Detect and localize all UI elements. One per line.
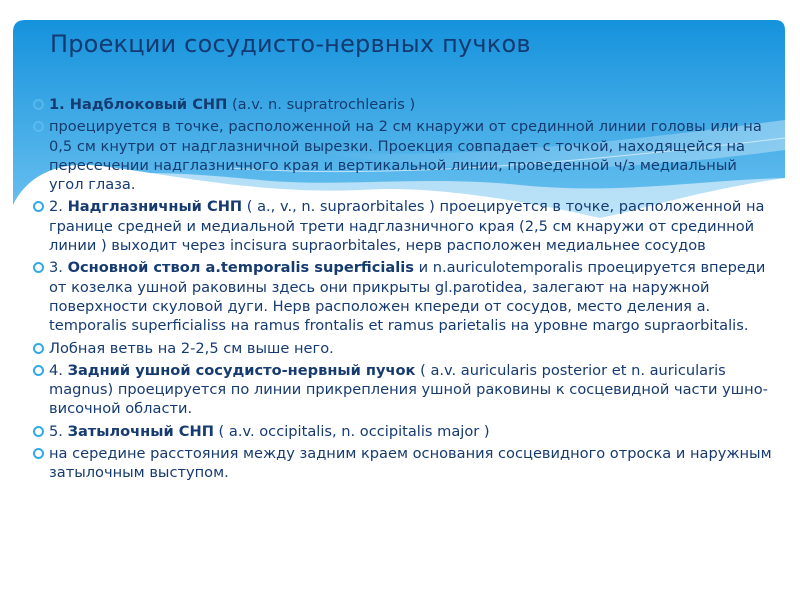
item-heading: Задний ушной сосудисто-нервный пучок (67, 361, 416, 379)
list-item (33, 95, 773, 114)
list-item (33, 258, 773, 335)
circle-bullet-icon (33, 262, 44, 273)
item-text: проецируется в точке, расположенной на 2 см кнаружи от срединной линии головы или на 0,5 см кнутри от надглазничной вырезки. Проекция совпадает с точкой, находящейся на пересечении надглазничного края и вертикальной линии, проведенной ч/з медиальный угол глаза. (49, 118, 762, 194)
list-item (33, 361, 773, 419)
slide-title: Проекции сосудисто-нервных пучков (50, 30, 531, 58)
item-text: ( a.v. occipitalis, n. occipitalis major ) (213, 422, 490, 440)
circle-bullet-icon (33, 201, 44, 212)
item-text: Лобная ветвь на 2-2,5 см выше него. (49, 339, 334, 357)
item-heading: Надглазничный СНП (67, 198, 243, 216)
circle-bullet-icon (33, 426, 44, 437)
item-number: 1. (49, 96, 70, 113)
bullet-list (33, 95, 773, 486)
item-number: 4. (49, 361, 68, 379)
item-text: (a.v. n. supratrochlearis ) (227, 96, 416, 113)
item-text: и n.auriculotemporalis проецируется впереди от козелка ушной раковины здесь они прикрыты gl.parotidea, залегают на наружной поверхности скуловой дуги. Нерв расположен кпереди от сосудов, место деления a. temporalis superficialiss на ramus frontalis et ramus parietalis на уровне margo supraorbitalis. (49, 259, 766, 335)
item-heading: Основной ствол a.temporalis superficialis (67, 259, 414, 277)
item-text: ( a., v., n. supraorbitales ) проецируется в точке, расположенной на границе средней и медиальной трети надглазничного края (2,5 см кнаружи от срединной линии ) выходит через incisura supraorbitales, нерв расположен медиальнее сосудов (49, 198, 765, 255)
item-number: 3. (49, 259, 68, 277)
circle-bullet-icon (33, 121, 44, 132)
circle-bullet-icon (33, 365, 44, 376)
list-item (33, 117, 773, 194)
circle-bullet-icon (33, 448, 44, 459)
list-item (33, 339, 773, 358)
item-number: 5. (49, 422, 68, 440)
item-number: 2. (49, 198, 68, 216)
list-item (33, 422, 773, 441)
circle-bullet-icon (33, 343, 44, 354)
list-item (33, 444, 773, 483)
item-text: ( a.v. auricularis posterior et n. auricularis magnus) проецируется по линии прикрепления ушной раковины к сосцевидной части ушно- височной области. (49, 361, 768, 418)
list-item (33, 197, 773, 255)
item-heading: Затылочный СНП (67, 422, 214, 440)
item-text: на середине расстояния между задним краем основания сосцевидного отроска и наружным затылочным выступом. (49, 445, 772, 482)
circle-bullet-icon (33, 99, 44, 110)
item-heading: Надблоковый СНП (69, 96, 228, 113)
